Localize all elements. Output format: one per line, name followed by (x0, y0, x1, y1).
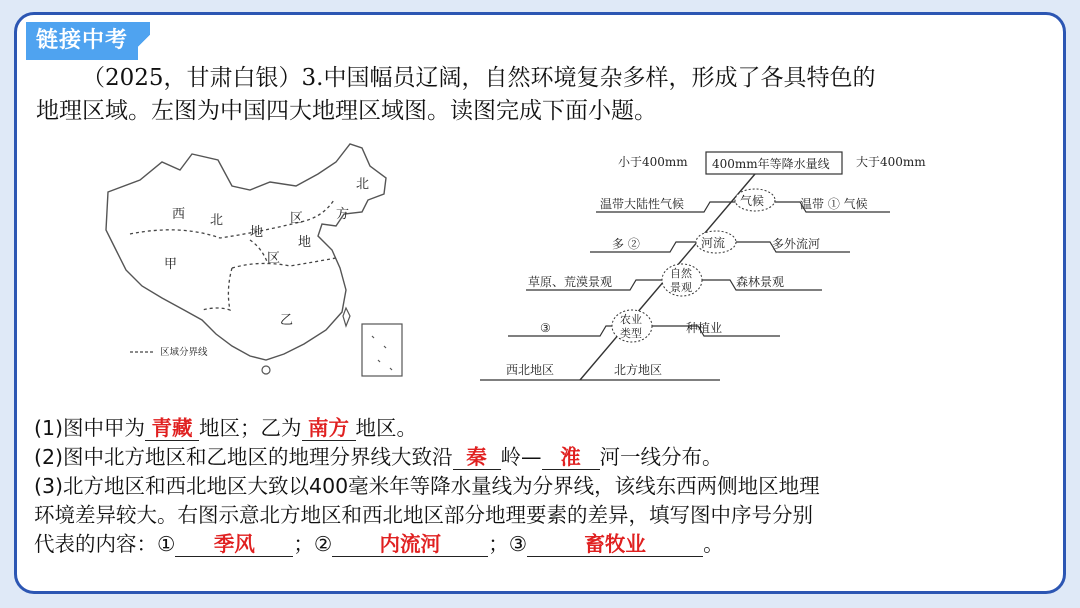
answer-1: (1)图中甲为 青藏 地区；乙为 南方 地区。 (34, 416, 418, 440)
answers-block (34, 414, 1044, 559)
china-outline (106, 144, 386, 360)
map-label-qu1: 区 (290, 211, 304, 226)
south-sea-islands (372, 336, 392, 370)
answer-2-blank-1: 秦 (453, 445, 501, 470)
diagram-row2-node: 河流 (701, 236, 726, 250)
map-label-jia: 甲 (164, 257, 178, 272)
answer-3-line-3: 代表的内容：① 季风 ；② 内流河 ；③ 畜牧业 。 (34, 532, 724, 556)
diagram-row3-right: 森林景观 (736, 275, 785, 289)
diagram-row2-left: 多 ② (612, 237, 640, 251)
boundary-northwest (130, 200, 334, 238)
map-label-yi: 乙 (280, 313, 294, 328)
diagram-row1-node: 气候 (740, 194, 765, 208)
diagram-top-right: 大于400mm (856, 155, 926, 169)
answer-3-blank-2: 内流河 (332, 532, 488, 557)
answer-3-line-2: 环境差异较大。右图示意北方地区和西北地区部分地理要素的差异，填写图中序号分别 (34, 503, 813, 527)
map-label-di1: 地 (250, 225, 264, 240)
map-label-xi: 西 (172, 207, 186, 222)
diagram-row1-right: 温带 ① 气候 (800, 197, 868, 211)
map-label-bei2: 北 (356, 177, 370, 192)
answer-1-blank-2: 南方 (302, 416, 356, 441)
diagram-row3-node-b: 景观 (670, 281, 692, 294)
map-label-fang: 方 (336, 207, 350, 222)
answer-3-blank-3: 畜牧业 (527, 532, 703, 557)
diagram-row3-node-a: 自然 (670, 267, 692, 280)
diagram-top-left: 小于400mm (618, 155, 688, 169)
section-tag: 链接中考 (26, 22, 138, 60)
diagram-row4-node-a: 农业 (620, 313, 642, 326)
question-line-2: 地理区域。左图为中国四大地理区域图。读图完成下面小题。 (36, 98, 657, 124)
map-label-di2: 地 (298, 235, 312, 250)
diagram-row4-left: ③ (540, 321, 551, 335)
answer-3-line-1: (3)北方地区和西北地区大致以400毫米年等降水量线为分界线，该线东西两侧地区地理 (34, 474, 820, 498)
answer-3-blank-1: 季风 (175, 532, 293, 557)
answer-1-blank-1: 青藏 (145, 416, 199, 441)
island-taiwan (343, 308, 350, 326)
boundary-tibet (202, 268, 232, 310)
diagram-top-box-text: 400mm年等降水量线 (712, 157, 830, 171)
figures-svg (100, 140, 960, 390)
island-hainan (262, 366, 270, 374)
answer-2: (2)图中北方地区和乙地区的地理分界线大致沿 秦 岭— 淮 河一线分布。 (34, 445, 723, 469)
diagram-bottom-left: 西北地区 (506, 363, 555, 377)
diagram-row4-node-b: 类型 (620, 327, 642, 340)
map-label-bei1: 北 (210, 213, 224, 228)
china-map (106, 144, 402, 376)
question-text (36, 62, 1036, 128)
answer-2-blank-2: 淮 (542, 445, 600, 470)
boundary-qinling (232, 258, 336, 268)
comparison-diagram (480, 152, 926, 380)
diagram-bottom-right: 北方地区 (614, 363, 663, 377)
question-line-1: （2025，甘肃白银）3.中国幅员辽阔，自然环境复杂多样，形成了各具特色的 (82, 65, 876, 91)
diagram-row3-left: 草原、荒漠景观 (528, 275, 613, 289)
diagram-row2-right: 多外流河 (772, 237, 821, 251)
map-label-qu2: 区 (267, 251, 281, 266)
diagram-row1-left: 温带大陆性气候 (600, 197, 685, 211)
legend-text: 区域分界线 (160, 347, 208, 358)
diagram-row4-right: 种植业 (686, 321, 723, 335)
boundary-north (250, 240, 268, 264)
south-sea-inset (362, 324, 402, 376)
figures (100, 140, 960, 390)
